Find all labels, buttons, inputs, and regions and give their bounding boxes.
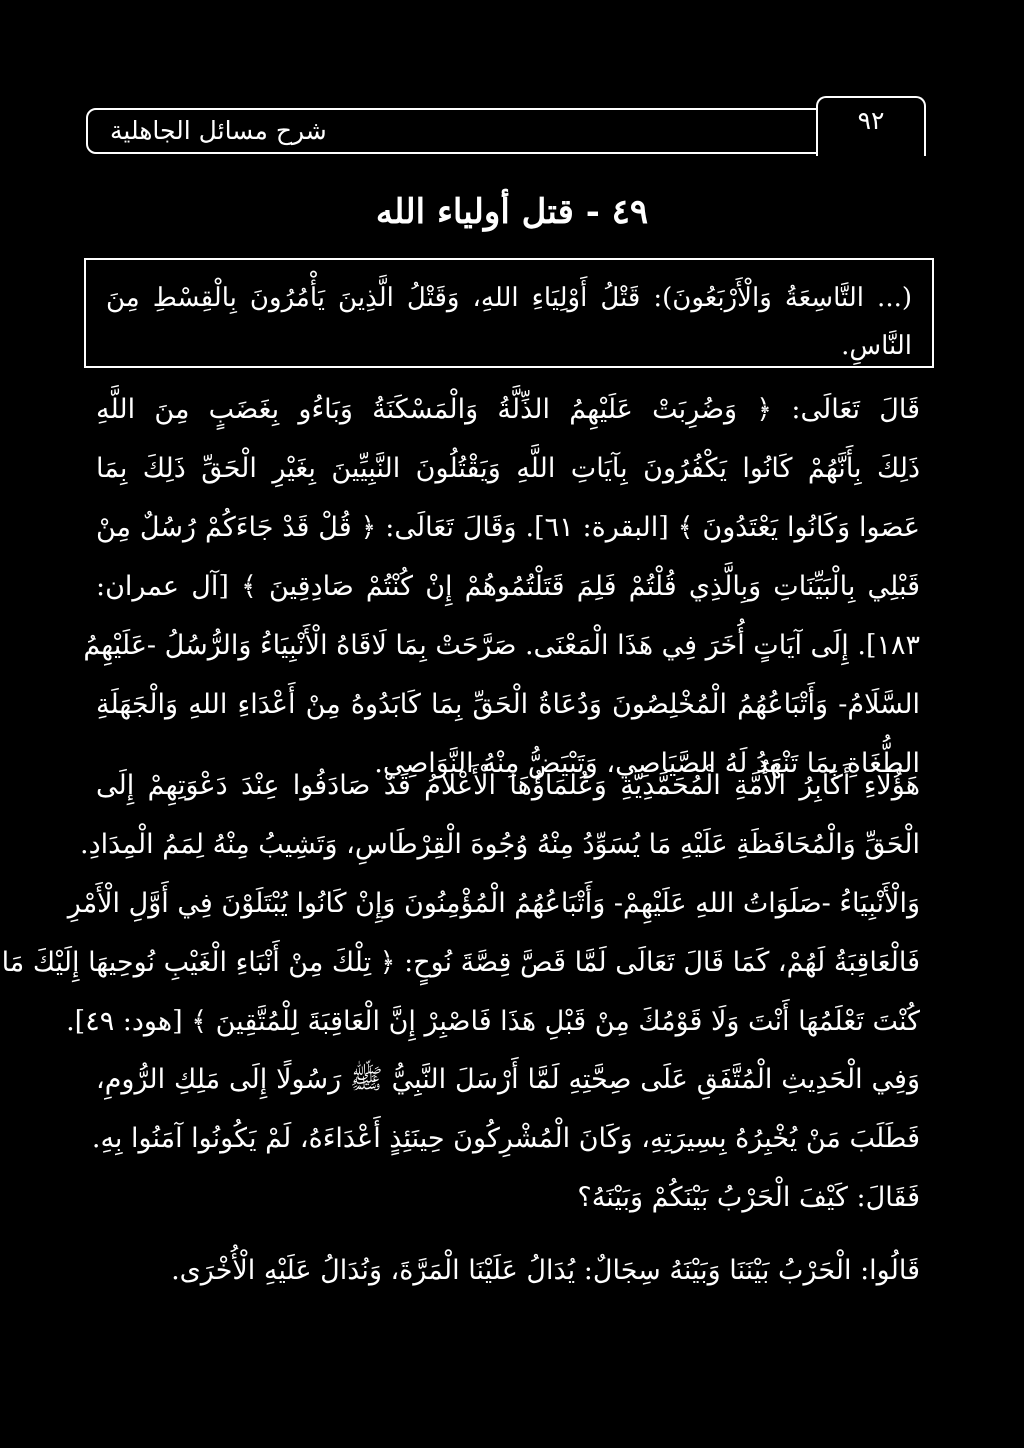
book-title: شرح مسائل الجاهلية [110, 116, 327, 145]
paragraph-1 [83, 380, 920, 793]
paragraph-2 [1, 756, 920, 1051]
paragraph-3 [91, 1050, 920, 1300]
text-line: ذَلِكَ بِأَنَّهُمْ كَانُوا يَكْفُرُونَ بِآيَاتِ اللَّهِ وَيَقْتُلُونَ النَّبِيِّينَ بِغَيْرِ الْحَقِّ ذَلِكَ بِمَا [96, 453, 920, 484]
running-header [86, 108, 926, 154]
text-line: ١٨٣]. إِلَى آيَاتٍ أُخَرَ فِي هَذَا الْمَعْنَى. صَرَّحَتْ بِمَا لَاقَاهُ الْأَنْبِيَاءُ وَالرُّسُلُ -عَلَيْهِمُ [83, 630, 920, 661]
page-number: ٩٢ [857, 106, 885, 135]
quote-line: النَّاسِ. [841, 331, 912, 361]
text-line: كُنْتَ تَعْلَمُهَا أَنْتَ وَلَا قَوْمُكَ مِنْ قَبْلِ هَذَا فَاصْبِرْ إِنَّ الْعَاقِبَةَ لِلْمُتَّقِينَ ﴾ [هود: ٤٩]. [66, 1006, 920, 1037]
text-line: فَطَلَبَ مَنْ يُخْبِرُهُ بِسِيرَتِهِ، وَكَانَ الْمُشْرِكُونَ حِينَئِذٍ أَعْدَاءَهُ، لَمْ يَكُونُوا آمَنُوا بِهِ. [91, 1123, 920, 1154]
text-line: السَّلَامُ- وَأَتْبَاعُهُمُ الْمُخْلِصُونَ وَدُعَاةُ الْحَقِّ بِمَا كَابَدُوهُ مِنْ أَعْدَاءِ اللهِ وَالْجَهَلَةِ [96, 689, 920, 720]
text-line: قَالَ تَعَالَى: ﴿ وَضُرِبَتْ عَلَيْهِمُ الذِّلَّةُ وَالْمَسْكَنَةُ وَبَاءُو بِغَضَبٍ مِنَ اللَّهِ [96, 394, 920, 425]
text-line: عَصَوا وَكَانُوا يَعْتَدُونَ ﴾ [البقرة: ٦١]. وَقَالَ تَعَالَى: ﴿ قُلْ قَدْ جَاءَكُمْ رُسُلٌ مِنْ [96, 512, 920, 543]
text-line: وَالْأَنْبِيَاءُ -صَلَوَاتُ اللهِ عَلَيْهِمْ- وَأَتْبَاعُهُمُ الْمُؤْمِنُونَ وَإِنْ كَانُوا يُبْتَلَوْنَ فِي أَوَّلِ الْأَمْرِ [67, 888, 920, 919]
text-line: هَؤُلَاءِ أَكَابِرُ الْأُمَّةِ الْمُحَمَّدِيَّةِ وَعُلَمَاؤُهَا الْأَعْلَامُ قَدْ صَادَفُوا عِنْدَ دَعْوَتِهِمْ إِلَى [96, 770, 920, 801]
page-number-tab [816, 96, 926, 156]
text-line: قَالُوا: الْحَرْبُ بَيْنَنَا وَبَيْنَهُ سِجَالٌ: يُدَالُ عَلَيْنَا الْمَرَّةَ، وَنُدَالُ عَلَيْهِ الْأُخْرَى. [171, 1255, 920, 1286]
text-line: فَقَالَ: كَيْفَ الْحَرْبُ بَيْنَكُمْ وَبَيْنَهُ؟ [577, 1182, 920, 1213]
text-line: فَالْعَاقِبَةُ لَهُمْ، كَمَا قَالَ تَعَالَى لَمَّا قَصَّ قِصَّةَ نُوحٍ: ﴿ تِلْكَ مِنْ أَنْبَاءِ الْغَيْبِ نُوحِيهَا إِلَيْكَ مَا [1, 947, 920, 978]
text-line: وَفِي الْحَدِيثِ الْمُتَّفَقِ عَلَى صِحَّتِهِ لَمَّا أَرْسَلَ النَّبِيُّ ﷺ رَسُولًا إِلَى مَلِكِ الرُّومِ، [96, 1064, 920, 1095]
section-heading: ٤٩ - قتل أولياء الله [375, 192, 649, 232]
text-line: الطُّغَاةِ بِمَا تَنْهَدُ لَهُ الصَّيَاصِي، وَتَبْيَضُّ مِنْهُ النَّوَاصِي. [374, 748, 920, 779]
matn-quote-box [84, 258, 934, 368]
quote-line: (... التَّاسِعَةُ وَالْأَرْبَعُونَ): قَتْلُ أَوْلِيَاءِ اللهِ، وَقَتْلُ الَّذِينَ يَأْمُرُونَ بِالْقِسْطِ مِنَ [106, 283, 912, 313]
text-line: قَبْلِي بِالْبَيِّنَاتِ وَبِالَّذِي قُلْتُمْ فَلِمَ قَتَلْتُمُوهُمْ إِنْ كُنْتُمْ صَادِقِينَ ﴾ [آل عمران: [96, 571, 920, 602]
text-line: الْحَقِّ وَالْمُحَافَظَةِ عَلَيْهِ مَا يُسَوِّدُ مِنْهُ وُجُوهَ الْقِرْطَاسِ، وَتَشِيبُ مِنْهُ لِمَمُ الْمِدَادِ. [80, 829, 920, 860]
